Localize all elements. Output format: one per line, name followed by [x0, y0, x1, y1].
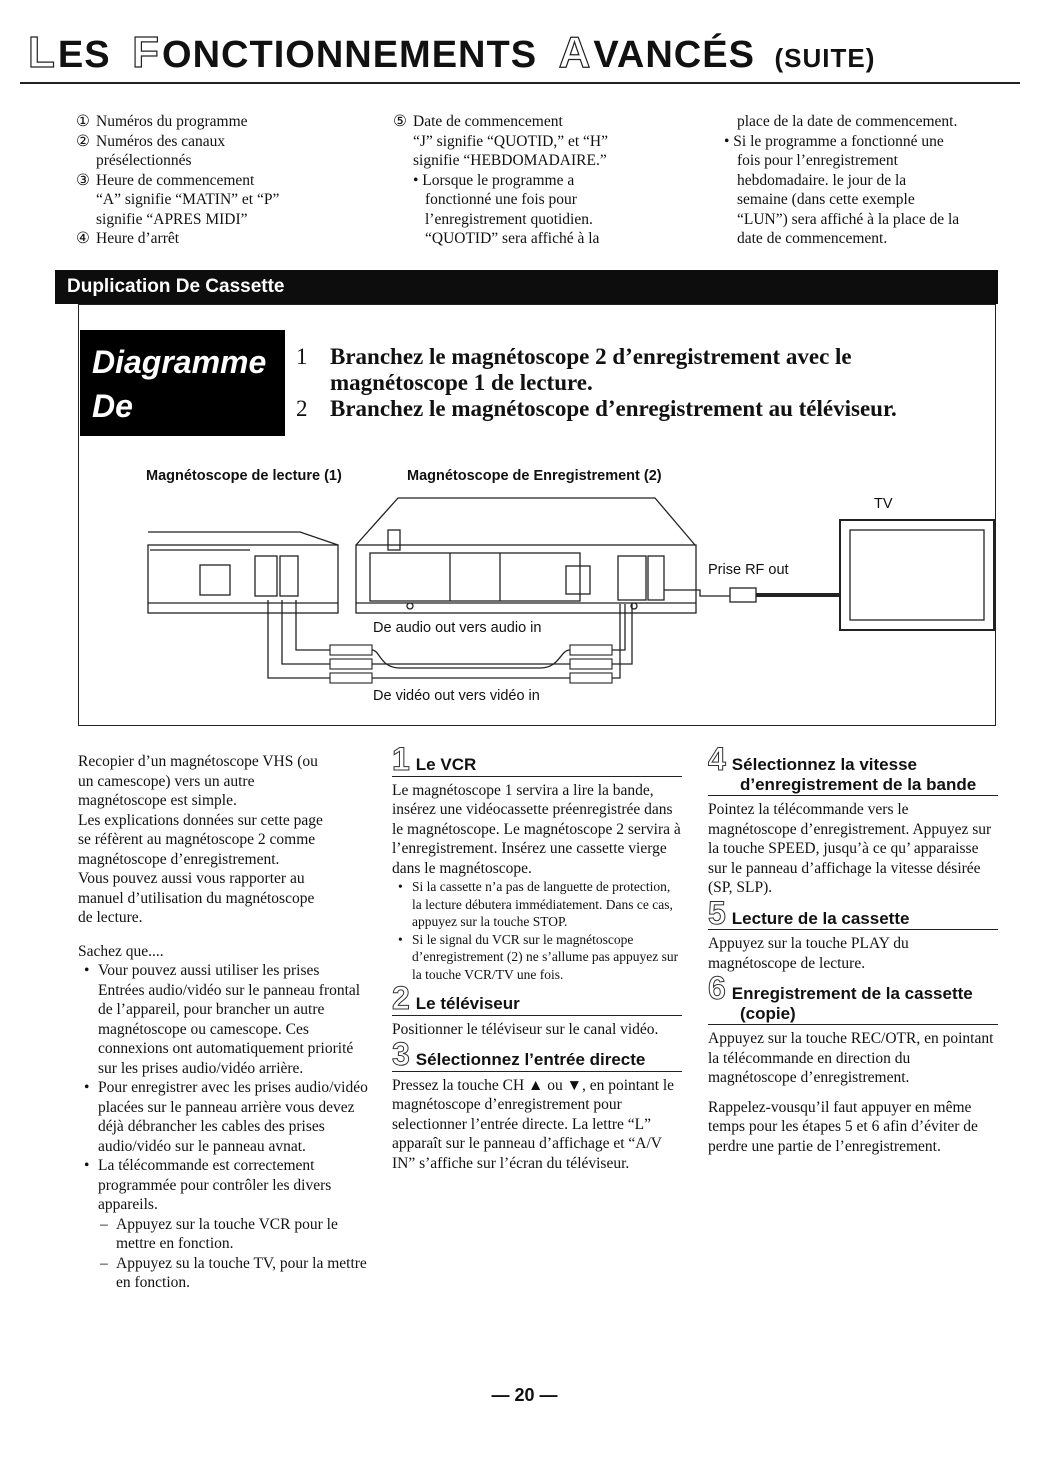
legend-item: présélectionnés	[96, 152, 192, 169]
step-2-body: Positionner le téléviseur sur le canal vidéo.	[392, 1020, 659, 1038]
diagram-title: Diagramme De Connexion	[80, 330, 285, 436]
step-5-body: Appuyez sur la touche PLAY du magnétoscope de lecture.	[708, 935, 909, 972]
label-playback-vcr: Magnétoscope de lecture (1)	[146, 468, 342, 484]
section-banner: Duplication De Cassette	[55, 270, 998, 304]
label-recording-vcr: Magnétoscope de Enregistrement (2)	[407, 468, 662, 484]
step-6-body: Appuyez sur la touche REC/OTR, en pointant la télécommande en direction du magnétoscope d’enregistrement.	[708, 1030, 994, 1086]
intro-line: Recopier d’un magnétoscope VHS (ou	[78, 753, 318, 770]
step-3-heading: 3 Sélectionnez l’entrée directe	[392, 1045, 682, 1072]
step-number: 6	[708, 970, 726, 1006]
step-1-heading: 1 Le VCR	[392, 750, 682, 777]
legend-item: hebdomadaire. le jour de la	[737, 171, 907, 189]
step-4-body: Pointez la télécommande vers le magnétoscope d’enregistrement. Appuyez sur la touche SPEED, jusqu’à ce qu’ apparaisse sur le panneau d’affichage la vitesse désirée (SP, SLP).	[708, 801, 992, 896]
legend-item: “J” signifie “QUOTID,” et “H”	[413, 132, 608, 150]
step-number: 1	[392, 741, 410, 777]
legend-item: place de la date de commencement.	[737, 113, 958, 130]
step-2-heading: 2 Le téléviseur	[392, 989, 682, 1016]
tip-subitem: – Appuyez sur la touche VCR pour le mettre en fonction.	[78, 1215, 368, 1254]
page-number: — 20 —	[491, 1385, 558, 1405]
sachez-heading: Sachez que....	[78, 942, 164, 960]
legend-item: signifie “HEBDOMADAIRE.”	[413, 152, 607, 169]
step-1-note: • Si le signal du VCR sur le magnétoscope d’enregistrement (2) ne s’allume pas appuyez sur la touche VCR/TV une fois.	[392, 931, 682, 984]
legend-item: “LUN”) sera affiché à la place de la	[737, 210, 960, 228]
playback-vcr-illustration	[148, 532, 338, 613]
rf-cable	[664, 588, 840, 602]
legend-item: ② Numéros des canaux	[76, 132, 226, 150]
step-1-body: Le magnétoscope 1 servira a lire la bande, insérez une vidéocassette préenregistrée dans le magnétoscope. Le magnétoscope 2 servira à l’enregistrement. Insérez une cassette vierge dans le magnétoscope.	[392, 781, 681, 877]
intro-column	[78, 752, 368, 1293]
step-1-note: • Si la cassette n’a pas de languette de protection, la lecture débutera immédiatement. Dans ce cas, appuyez sur la touche STOP.	[392, 878, 682, 931]
step-6-reminder: Rappelez-vousqu’il faut appuyer en même temps pour les étapes 5 et 6 afin d’éviter de perdre une partie de l’enregistrement.	[708, 1098, 978, 1155]
intro-line: un camescope) vers un autre	[78, 772, 255, 790]
legend-item: “QUOTID” sera affiché à la	[425, 230, 600, 247]
tip-item: • Pour enregistrer avec les prises audio/vidéo placées sur le panneau arrière vous devez déjà débrancher les cables des prises audio/vidéo sur le panneau avnat.	[78, 1078, 368, 1156]
intro-line: Vous pouvez aussi vous rapporter au	[78, 870, 305, 887]
recording-vcr-illustration	[356, 498, 696, 613]
legend-item: l’enregistrement quotidien.	[425, 210, 593, 228]
step-number: 2	[392, 980, 410, 1016]
intro-line: de lecture.	[78, 909, 143, 926]
tv-illustration	[840, 520, 994, 630]
label-rf-out: Prise RF out	[708, 562, 789, 578]
step-5-heading: 5 Lecture de la cassette	[708, 904, 998, 931]
intro-line: magnétoscope est simple.	[78, 792, 237, 809]
av-cables	[268, 600, 632, 678]
step-6-heading: 6 Enregistrement de la cassette (copie)	[708, 979, 998, 1025]
steps-column-right	[708, 741, 998, 1156]
tip-item: • Vour pouvez aussi utiliser les prises Entrées audio/vidéo sur le panneau frontal de l’appareil, pour brancher un autre magnétoscope ou camescope. Ces connexions ont automatiquement priorité sur les prises audio/vidéo arrière.	[78, 961, 368, 1078]
page-title: LES FONCTIONNEMENTS AVANCÉS (SUITE)	[28, 28, 876, 77]
step-3-body: Pressez la touche CH ▲ ou ▼, en pointant le magnétoscope d’enregistrement pour selectionner l’entrée directe. La lettre “L” apparaît sur le panneau d’affichage et “A/V IN” s’affiche sur l’écran du téléviseur.	[392, 1076, 675, 1172]
step-number: 3	[392, 1036, 410, 1072]
connection-step-1: 1 Branchez le magnétoscope 2 d’enregistrement avec le magnétoscope 1 de lecture.	[296, 344, 852, 395]
intro-line: Les explications données sur cette page	[78, 811, 323, 829]
label-audio-cable: De audio out vers audio in	[373, 620, 542, 636]
legend-item: fois pour l’enregistrement	[737, 152, 898, 169]
legend-item: ③ Heure de commencement	[76, 171, 255, 189]
connection-step-2: 2 Branchez le magnétoscope d’enregistrement au téléviseur.	[296, 396, 897, 421]
step-number: 5	[708, 894, 726, 931]
legend-item: “A” signifie “MATIN” et “P”	[96, 191, 280, 208]
legend-item: date de commencement.	[737, 230, 888, 247]
tip-subitem: – Appuyez su la touche TV, pour la mettre en fonction.	[78, 1254, 368, 1293]
legend-item: semaine (dans cette exemple	[737, 191, 915, 208]
legend-item: signifie “APRES MIDI”	[96, 210, 248, 228]
step-4-heading: 4 Sélectionnez la vitesse d’enregistrement de la bande	[708, 750, 998, 796]
intro-line: magnétoscope d’enregistrement.	[78, 850, 280, 868]
tip-item: • La télécommande est correctement programmée pour contrôler les divers appareils.	[78, 1156, 368, 1215]
intro-line: manuel d’utilisation du magnétoscope	[78, 889, 315, 907]
step-number: 4	[708, 741, 726, 777]
steps-column-middle	[392, 741, 682, 1173]
legend-item: • Lorsque le programme a	[413, 171, 575, 189]
legend-item: fonctionné une fois pour	[425, 191, 577, 208]
label-video-cable: De vidéo out vers vidéo in	[373, 688, 540, 704]
label-tv: TV	[874, 496, 893, 512]
legend-item: ⑤ Date de commencement	[393, 113, 563, 130]
legend-item: ④ Heure d’arrêt	[76, 230, 180, 247]
intro-line: se réfèrent au magnétoscope 2 comme	[78, 831, 316, 848]
legend-item: • Si le programme a fonctionné une	[724, 132, 944, 150]
legend-item: ① Numéros du programme	[76, 113, 248, 130]
